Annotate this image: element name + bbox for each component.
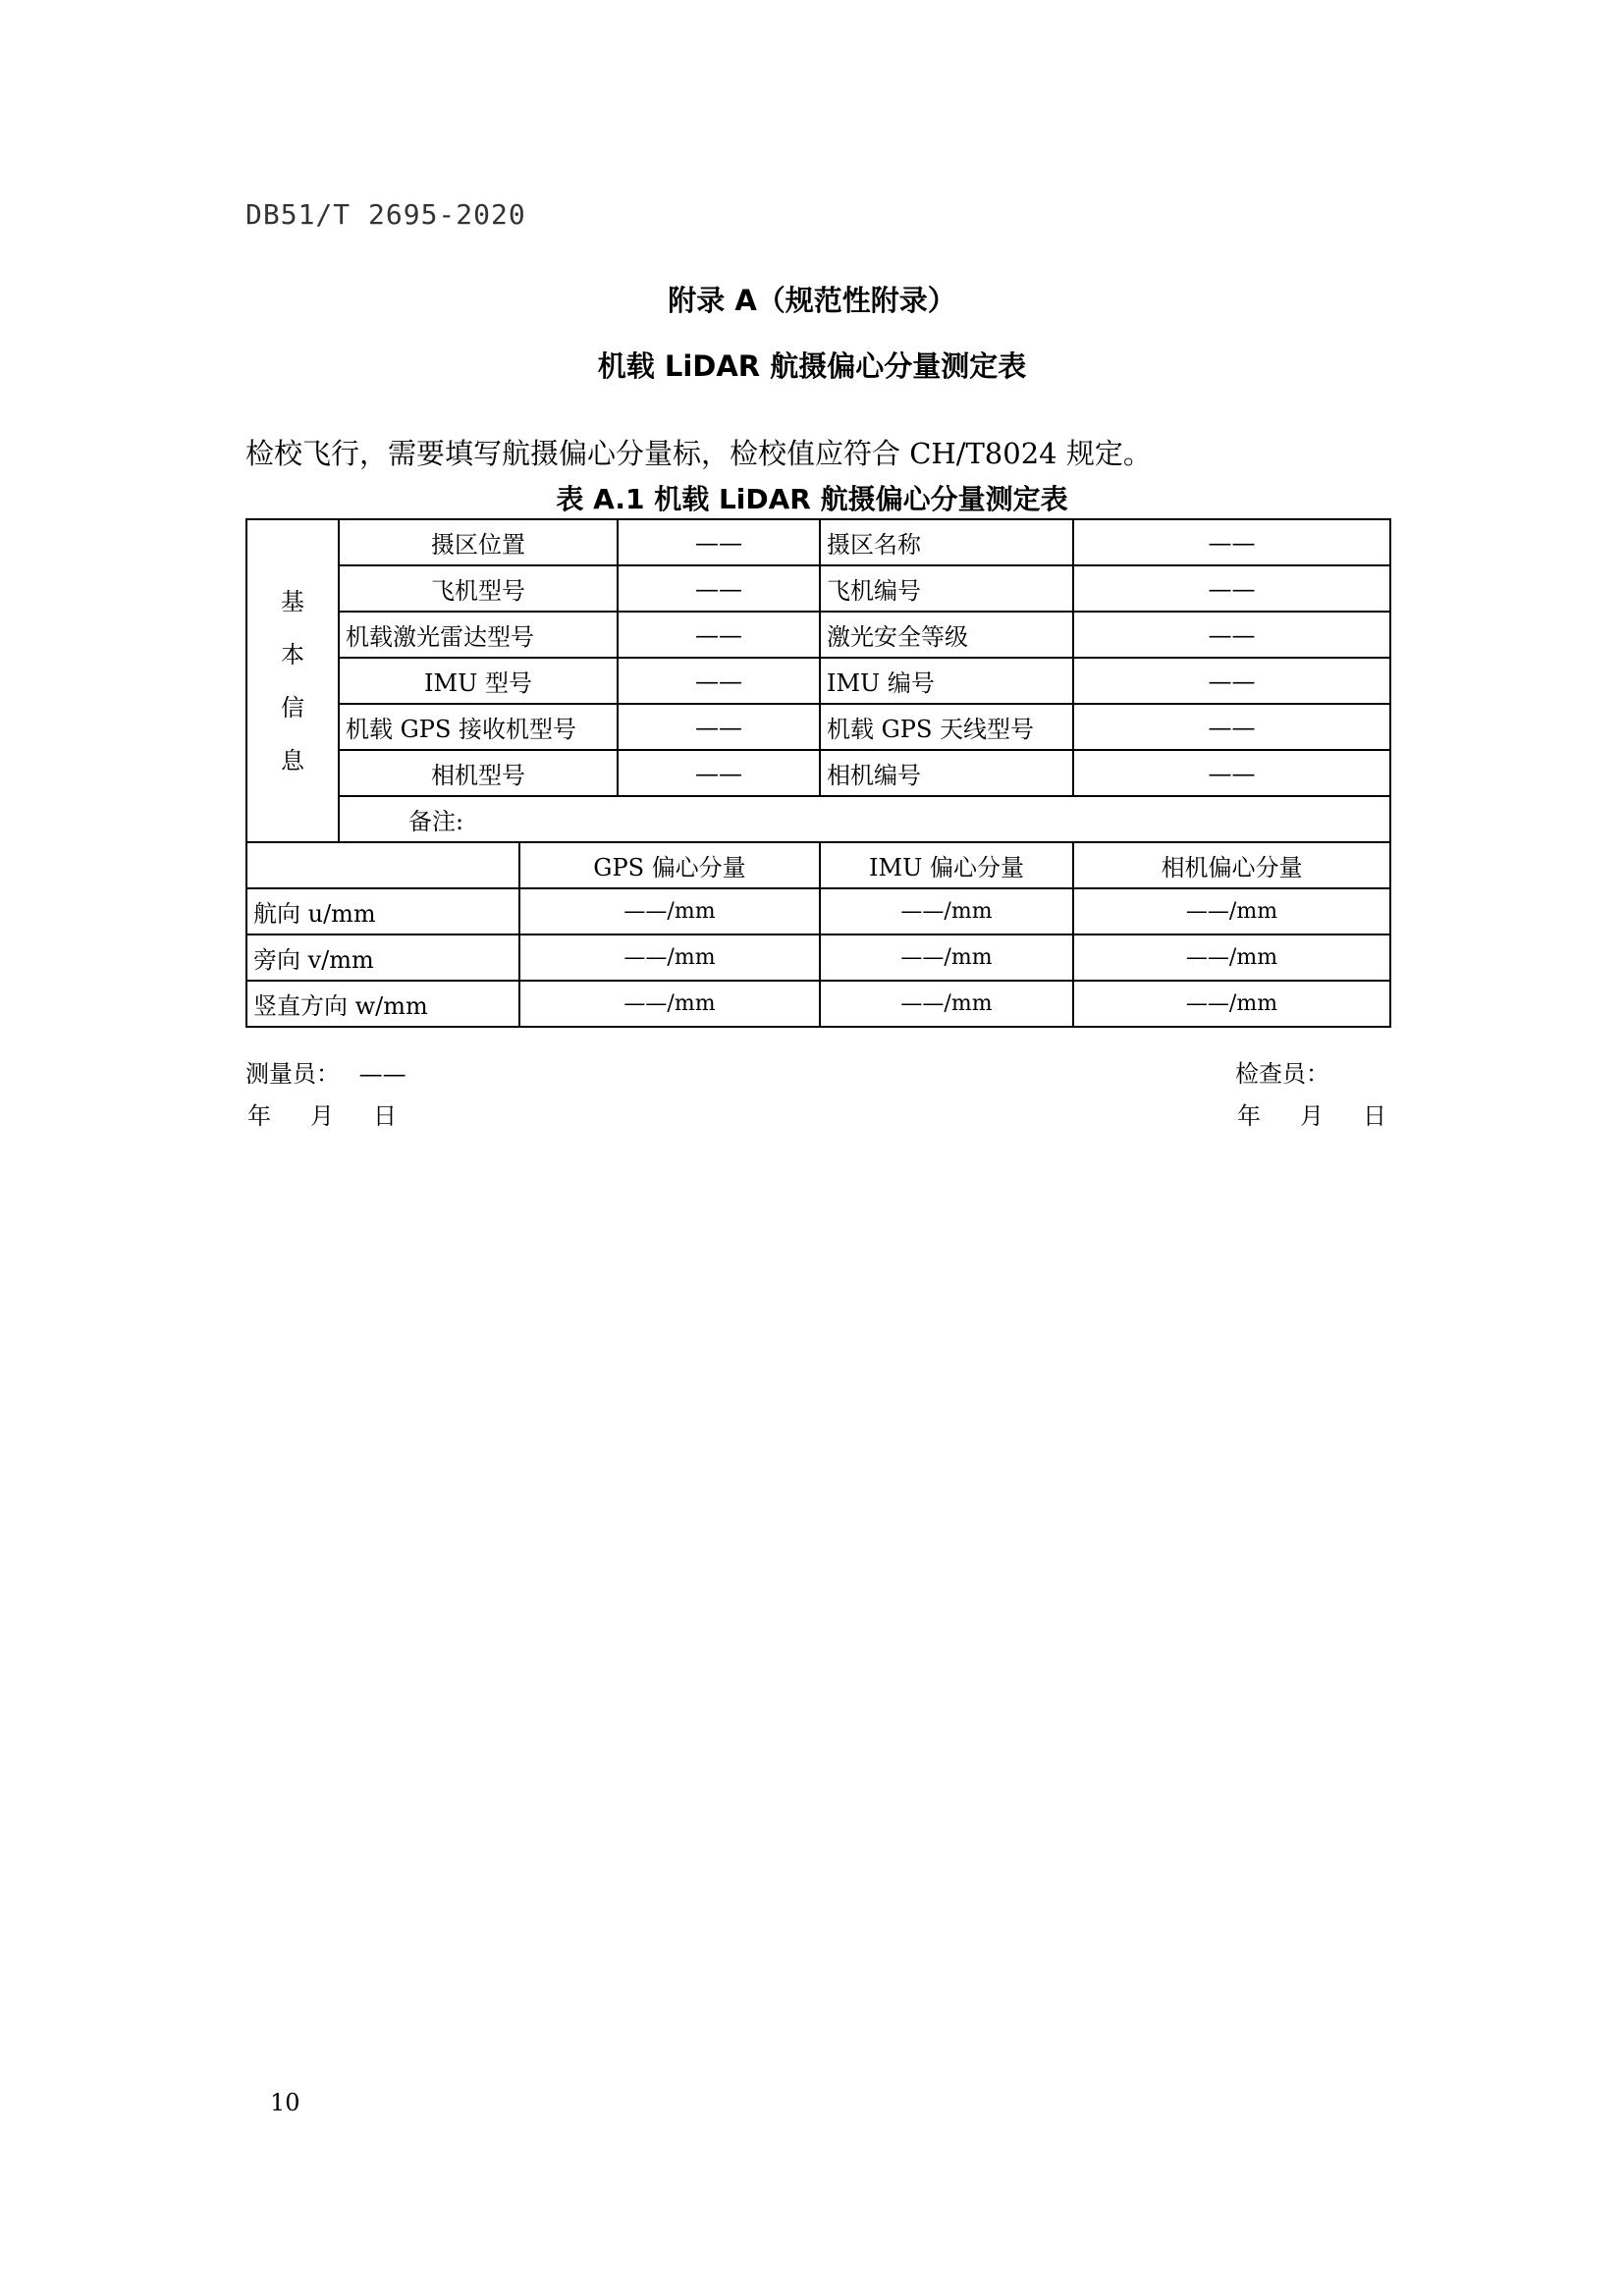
- row-label: 航向 u/mm: [246, 888, 519, 934]
- field-value[interactable]: ——: [618, 658, 820, 704]
- field-label: 机载 GPS 接收机型号: [339, 704, 618, 750]
- intro-paragraph: 检校飞行，需要填写航摄偏心分量标，检校值应符合 CH/T8024 规定。: [245, 437, 1152, 470]
- field-value[interactable]: ——: [618, 750, 820, 796]
- standard-code: DB51/T 2695-2020: [245, 198, 526, 231]
- offset-measurement-table: [245, 518, 1391, 1028]
- column-header: 相机偏心分量: [1073, 842, 1390, 888]
- column-header: GPS 偏心分量: [519, 842, 820, 888]
- field-value[interactable]: ——: [618, 612, 820, 658]
- field-value[interactable]: ——: [1073, 704, 1390, 750]
- cell-value[interactable]: ——/mm: [1073, 934, 1390, 981]
- field-label: 摄区名称: [820, 519, 1073, 565]
- field-value[interactable]: ——: [1073, 750, 1390, 796]
- table-row: [246, 981, 1390, 1027]
- table-caption: 表 A.1 机载 LiDAR 航摄偏心分量测定表: [556, 483, 1068, 515]
- table-row: [246, 565, 1390, 612]
- surveyor-value[interactable]: ——: [358, 1060, 406, 1088]
- field-value[interactable]: ——: [1073, 519, 1390, 565]
- surveyor-label: 测量员：: [245, 1060, 340, 1088]
- field-label: 相机编号: [820, 750, 1073, 796]
- row-label: 竖直方向 w/mm: [246, 981, 519, 1027]
- field-value[interactable]: ——: [618, 565, 820, 612]
- cell-value[interactable]: ——/mm: [820, 934, 1073, 981]
- table-row: [246, 934, 1390, 981]
- table-row: [246, 658, 1390, 704]
- column-header: IMU 偏心分量: [820, 842, 1073, 888]
- field-value[interactable]: ——: [1073, 612, 1390, 658]
- appendix-title: 附录 A（规范性附录）: [668, 284, 956, 317]
- table-row: [246, 519, 1390, 565]
- field-value[interactable]: ——: [618, 519, 820, 565]
- cell-value[interactable]: ——/mm: [519, 981, 820, 1027]
- cell-value[interactable]: ——/mm: [820, 981, 1073, 1027]
- field-label: 激光安全等级: [820, 612, 1073, 658]
- table-row: [246, 750, 1390, 796]
- field-value[interactable]: ——: [1073, 565, 1390, 612]
- cell-value[interactable]: ——/mm: [820, 888, 1073, 934]
- field-label: IMU 编号: [820, 658, 1073, 704]
- field-label: 相机型号: [339, 750, 618, 796]
- field-value[interactable]: ——: [1073, 658, 1390, 704]
- field-label: 飞机型号: [339, 565, 618, 612]
- row-label: 旁向 v/mm: [246, 934, 519, 981]
- page-number: 10: [270, 2089, 300, 2116]
- cell-value[interactable]: ——/mm: [1073, 888, 1390, 934]
- section-label-basic-info: 基 本 信 息: [246, 519, 339, 842]
- cell-value[interactable]: ——/mm: [1073, 981, 1390, 1027]
- column-header: [246, 842, 519, 888]
- table-row: [246, 612, 1390, 658]
- surveyor-date[interactable]: 年 月 日: [247, 1102, 397, 1130]
- surveyor-signature: [245, 1054, 406, 1089]
- field-label: 机载激光雷达型号: [339, 612, 618, 658]
- field-value[interactable]: ——: [618, 704, 820, 750]
- field-label: IMU 型号: [339, 658, 618, 704]
- inspector-date[interactable]: 年 月 日: [1237, 1102, 1386, 1130]
- field-label: 摄区位置: [339, 519, 618, 565]
- field-label: 飞机编号: [820, 565, 1073, 612]
- table-row: [246, 888, 1390, 934]
- table-row: [246, 796, 1390, 842]
- cell-value[interactable]: ——/mm: [519, 888, 820, 934]
- field-label: 机载 GPS 天线型号: [820, 704, 1073, 750]
- cell-value[interactable]: ——/mm: [519, 934, 820, 981]
- document-title: 机载 LiDAR 航摄偏心分量测定表: [597, 349, 1027, 383]
- table-row: [246, 704, 1390, 750]
- table-header-row: [246, 842, 1390, 888]
- inspector-label: 检查员：: [1235, 1060, 1329, 1088]
- remark-field[interactable]: 备注:: [339, 796, 1390, 842]
